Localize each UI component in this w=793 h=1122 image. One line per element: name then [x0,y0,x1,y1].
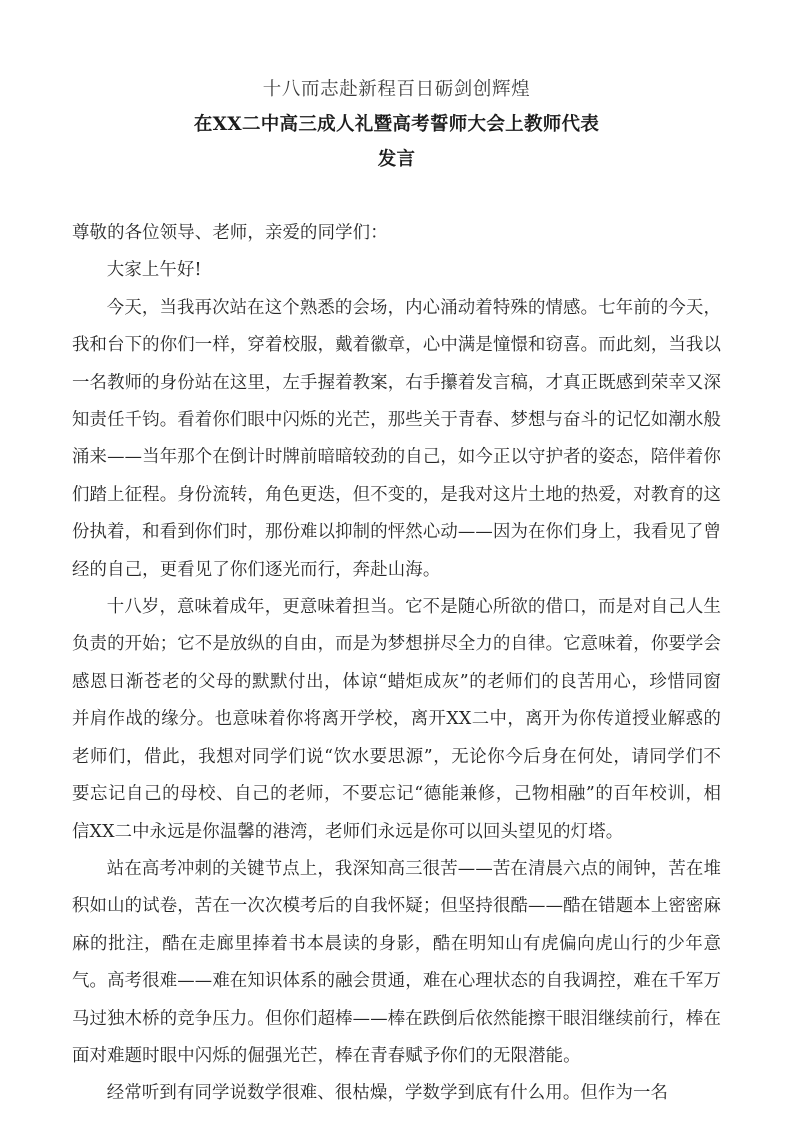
document-subtitle-line-1: 在XX二中高三成人礼暨高考誓师大会上教师代表 [193,114,600,135]
body-paragraph-1: 今天，当我再次站在这个熟悉的会场，内心涌动着特殊的情感。七年前的今天，我和台下的你们一样，穿着校服，戴着徽章，心中满是憧憬和窃喜。而此刻，当我以一名教师的身份站在这里，左手握着教案，右手攥着发言稿，才真正既感到荣幸又深知责任千钧。看着你们眼中闪烁的光芒，那些关于青春、梦想与奋斗的记忆如潮水般涌来——当年那个在倒计时牌前暗暗较劲的自己，如今正以守护者的姿态，陪伴着你们踏上征程。身份流转，角色更迭，但不变的，是我对这片土地的热爱，对教育的这份执着，和看到你们时，那份难以抑制的怦然心动——因为在你们身上，我看见了曾经的自己，更看见了你们逐光而行，奔赴山海。 [72,297,722,580]
salutation-line: 尊敬的各位领导、老师，亲爱的同学们： [72,223,388,243]
body-paragraph-4: 经常听到有同学说数学很难、很枯燥，学数学到底有什么用。但作为一名 [106,1083,669,1104]
title-block [72,72,721,177]
body-paragraph-3: 站在高考冲刺的关键节点上，我深知高三很苦——苦在清晨六点的闹钟，苦在堆积如山的试卷，苦在一次次模考后的自我怀疑；但坚持很酷——酷在错题本上密密麻麻的批注，酷在走廊里捧着书本晨读的身影，酷在明知山有虎偏向虎山行的少年意气。高考很难——难在知识体系的融会贯通，难在心理状态的自我调控，难在千军万马过独木桥的竞争压力。但你们超棒——棒在跌倒后依然能擦干眼泪继续前行，棒在面对难题时眼中闪烁的倔强光芒，棒在青春赋予你们的无限潜能。 [72,858,722,1066]
document-main-title: 十八而志赴新程百日砺剑创辉煌 [262,79,531,100]
document-content [72,72,721,1113]
document-subtitle-line-2: 发言 [377,149,416,170]
body-paragraph-2: 十八岁，意味着成年，更意味着担当。它不是随心所欲的借口，而是对自己人生负责的开始；它不是放纵的自由，而是为梦想拼尽全力的自律。它意味着，你要学会感恩日渐苍老的父母的默默付出，体谅“蜡炬成灰”的老师们的良苦用心，珍惜同窗并肩作战的缘分。也意味着你将离开学校，离开XX二中，离开为你传道授业解惑的老师们，借此，我想对同学们说“饮水要思源”，无论你今后身在何处，请同学们不要忘记自己的母校、自己的老师，不要忘记“德能兼修，己物相融”的百年校训，相信XX二中永远是你温馨的港湾，老师们永远是你可以回头望见的灯塔。 [72,597,722,842]
document-subtitle [72,107,721,177]
greeting-line: 大家上午好! [106,260,202,281]
